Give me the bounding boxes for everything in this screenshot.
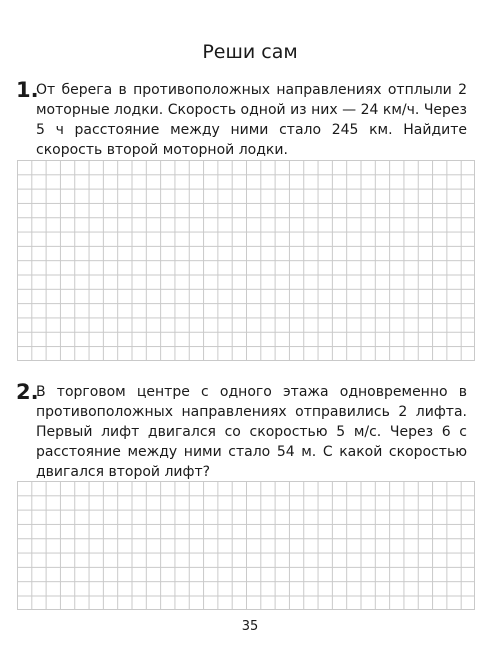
task-2-text: В торговом центре с одного этажа одновременно в противоположных направлениях отправились 2 лифта. Первый лифт двигался со скоростью 5 м/с. Через 6 с расстояние между ними стало 54 м. С какой скоростью двигался второй лифт? [36, 384, 467, 480]
task-2-answer-grid[interactable] [17, 481, 475, 610]
page-title: Реши сам [202, 41, 298, 63]
page-number: 35 [241, 619, 259, 634]
task-1-number: 1. [16, 78, 39, 102]
task-1-answer-grid[interactable] [17, 160, 475, 361]
task-2-number: 2. [16, 380, 39, 404]
task-1-text: От берега в противоположных направлениях отплыли 2 моторные лодки. Скорость одной из них — 24 км/ч. Через 5 ч расстояние между ними стало 245 км. Найдите скорость второй моторной лодки. [36, 82, 467, 158]
